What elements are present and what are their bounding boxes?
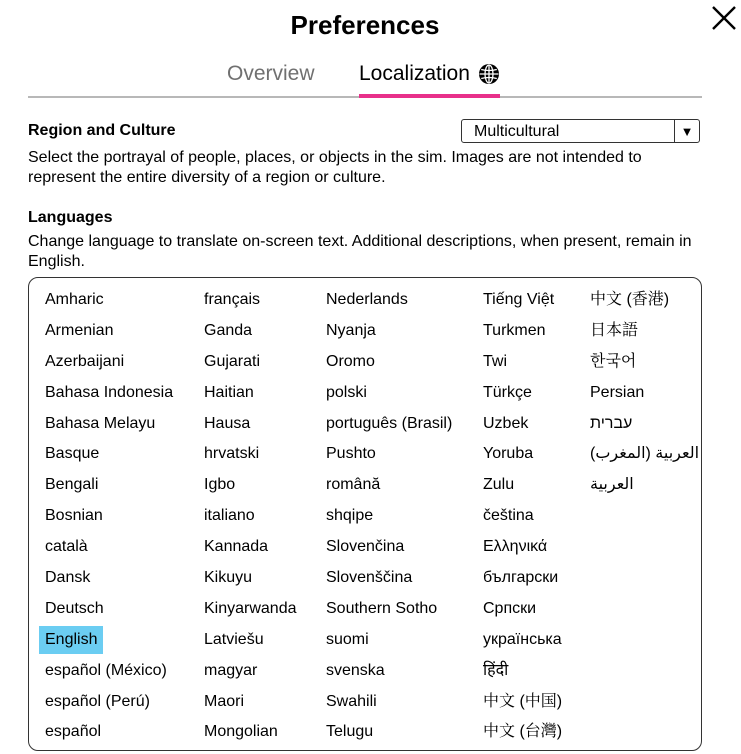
language-option[interactable] (320, 595, 464, 626)
language-option[interactable] (584, 379, 711, 410)
globe-icon (478, 63, 500, 85)
language-option[interactable] (198, 379, 309, 410)
language-option-label: português (Brasil) (326, 414, 453, 432)
language-option-label: Igbo (204, 476, 236, 494)
region-description: Select the portrayal of people, places, or objects in the sim. Images are not intended to represent the entire diversity of a region or culture. (28, 149, 642, 186)
language-option[interactable] (198, 564, 309, 595)
language-option[interactable] (320, 502, 464, 533)
language-option-label: Haitian (204, 383, 254, 401)
language-option[interactable] (477, 502, 574, 533)
language-option[interactable] (39, 657, 185, 688)
language-option[interactable] (39, 718, 185, 749)
dialog-title: Preferences (290, 10, 440, 40)
language-option[interactable] (198, 626, 309, 657)
language-option-label: Slovenščina (326, 569, 413, 587)
language-option-label: Tiếng Việt (483, 291, 555, 308)
language-option[interactable] (198, 348, 309, 379)
language-option-label: Kikuyu (204, 569, 253, 587)
language-option-label: français (204, 291, 261, 308)
language-option[interactable] (39, 502, 185, 533)
language-column (584, 286, 711, 502)
region-select-value: Multicultural (474, 123, 560, 140)
language-option-label: हिंदी (483, 661, 509, 679)
language-option[interactable] (477, 379, 574, 410)
language-option[interactable] (477, 688, 574, 719)
language-option-label: svenska (326, 661, 385, 679)
language-option[interactable] (320, 440, 464, 471)
language-option-label: العربية (590, 476, 634, 494)
language-option-label: Ganda (204, 321, 253, 339)
language-option-label: español (México) (45, 661, 167, 679)
language-option[interactable] (39, 379, 185, 410)
language-option[interactable] (198, 533, 309, 564)
language-option-label: Oromo (326, 352, 375, 370)
language-option-label: Nyanja (326, 321, 376, 339)
language-option-label: Yoruba (483, 445, 534, 463)
language-option-label: English (39, 626, 103, 654)
language-option-label: Uzbek (483, 414, 529, 432)
language-option-label: Basque (45, 445, 100, 463)
language-option-label: Bosnian (45, 507, 103, 525)
languages-description: Change language to translate on-screen text. Additional descriptions, when present, remain in English. (28, 233, 692, 270)
language-option-label: 日本語 (590, 321, 639, 339)
language-option[interactable] (39, 286, 185, 317)
language-option[interactable] (198, 317, 309, 348)
language-option-label: Bahasa Indonesia (45, 383, 174, 401)
close-icon (710, 4, 738, 32)
tab-bar (28, 56, 702, 98)
language-option[interactable] (477, 533, 574, 564)
language-option-label: العربية (المغرب) (590, 445, 700, 463)
language-option[interactable] (477, 564, 574, 595)
language-option[interactable] (477, 440, 574, 471)
language-option[interactable] (584, 286, 711, 317)
caret-down-icon: ▼ (674, 120, 699, 142)
language-option-label: עברית (590, 414, 633, 432)
language-option[interactable] (198, 595, 309, 626)
language-option[interactable] (39, 348, 185, 379)
language-option-label: български (483, 569, 559, 587)
language-option[interactable] (198, 688, 309, 719)
language-option[interactable] (320, 410, 464, 441)
language-option[interactable] (584, 471, 711, 502)
language-option-label: română (326, 476, 381, 494)
tab-localization-label: Localization (359, 62, 470, 85)
language-option[interactable] (477, 286, 574, 317)
language-option[interactable] (198, 657, 309, 688)
language-option-label: 한국어 (590, 352, 637, 370)
language-option-label: Pushto (326, 445, 376, 463)
language-option-label: Twi (483, 352, 507, 370)
language-option-label: українська (483, 630, 562, 648)
language-column (477, 286, 574, 749)
language-option[interactable] (477, 317, 574, 348)
language-column (39, 286, 185, 749)
language-option[interactable] (320, 718, 464, 749)
language-option[interactable] (584, 348, 711, 379)
language-option[interactable] (198, 502, 309, 533)
language-option[interactable] (584, 317, 711, 348)
language-option-label: 中文 (香港) (590, 291, 670, 308)
language-option[interactable] (320, 471, 464, 502)
languages-heading: Languages (28, 209, 113, 226)
language-option-label: Kannada (204, 538, 269, 556)
language-list (28, 277, 702, 751)
language-option[interactable] (320, 379, 464, 410)
language-option[interactable] (198, 471, 309, 502)
language-option[interactable] (39, 410, 185, 441)
tab-overview[interactable] (227, 60, 315, 88)
language-option[interactable] (39, 688, 185, 719)
language-option-label: 中文 (台灣) (483, 723, 563, 741)
language-option[interactable] (39, 317, 185, 348)
language-option-label: español (Perú) (45, 692, 150, 710)
language-option[interactable] (477, 657, 574, 688)
language-option-label: Gujarati (204, 352, 261, 370)
language-option-label: Azerbaijani (45, 352, 125, 370)
language-option[interactable] (320, 317, 464, 348)
language-option[interactable] (477, 718, 574, 749)
language-option-label: Swahili (326, 692, 377, 710)
language-option-label: Maori (204, 692, 245, 710)
language-option[interactable] (584, 410, 711, 441)
language-option[interactable] (477, 471, 574, 502)
language-option-label: Kinyarwanda (204, 599, 297, 617)
language-option-label: čeština (483, 507, 534, 525)
language-option-label: Српски (483, 599, 537, 617)
language-option[interactable] (198, 410, 309, 441)
language-option-label: Dansk (45, 569, 91, 587)
language-option-label: shqipe (326, 507, 374, 525)
language-option-label: Zulu (483, 476, 515, 494)
language-option[interactable] (320, 657, 464, 688)
language-option-label: Bengali (45, 476, 99, 494)
language-option[interactable] (198, 718, 309, 749)
language-option[interactable] (198, 286, 309, 317)
language-option[interactable] (477, 348, 574, 379)
language-option-label: Armenian (45, 321, 114, 339)
language-option-label: magyar (204, 661, 258, 679)
language-option-label: suomi (326, 630, 369, 648)
close-button[interactable] (710, 4, 738, 32)
language-option[interactable] (39, 564, 185, 595)
language-option[interactable] (320, 688, 464, 719)
language-option-label: Southern Sotho (326, 599, 438, 617)
language-option-label: español (45, 723, 102, 741)
language-option[interactable] (39, 471, 185, 502)
language-option[interactable] (39, 533, 185, 564)
language-option-label: Bahasa Melayu (45, 414, 156, 432)
language-option-label: Persian (590, 383, 645, 401)
language-option[interactable] (39, 440, 185, 471)
language-option-label: Turkmen (483, 321, 546, 339)
language-option[interactable] (320, 533, 464, 564)
language-option-label: Telugu (326, 723, 374, 741)
language-option[interactable] (584, 440, 711, 471)
language-column (198, 286, 309, 749)
language-option-label: Ελληνικά (483, 538, 548, 556)
language-option[interactable] (198, 440, 309, 471)
region-heading: Region and Culture (28, 122, 176, 139)
language-option-label: Slovenčina (326, 538, 405, 556)
language-option[interactable] (39, 595, 185, 626)
tab-overview-label: Overview (227, 62, 315, 85)
language-option-label: català (45, 538, 88, 556)
language-option-label: Nederlands (326, 291, 408, 308)
language-option-label: italiano (204, 507, 255, 525)
region-select[interactable] (461, 119, 700, 143)
language-option[interactable] (320, 626, 464, 657)
language-option-label: Mongolian (204, 723, 278, 741)
language-option-label: 中文 (中国) (483, 692, 563, 710)
language-option-label: Latviešu (204, 630, 264, 648)
language-option[interactable] (320, 348, 464, 379)
language-option[interactable] (477, 595, 574, 626)
language-option-label: Deutsch (45, 599, 104, 617)
language-column (320, 286, 464, 749)
language-option[interactable] (477, 626, 574, 657)
language-option-label: hrvatski (204, 445, 260, 463)
language-option[interactable] (320, 286, 464, 317)
language-option-label: Hausa (204, 414, 251, 432)
language-option-label: polski (326, 383, 367, 401)
tab-localization[interactable] (359, 60, 500, 98)
language-option-label: Türkçe (483, 383, 532, 401)
language-option[interactable] (477, 410, 574, 441)
language-option-label: Amharic (45, 291, 104, 308)
language-option[interactable] (39, 626, 185, 657)
language-option[interactable] (320, 564, 464, 595)
